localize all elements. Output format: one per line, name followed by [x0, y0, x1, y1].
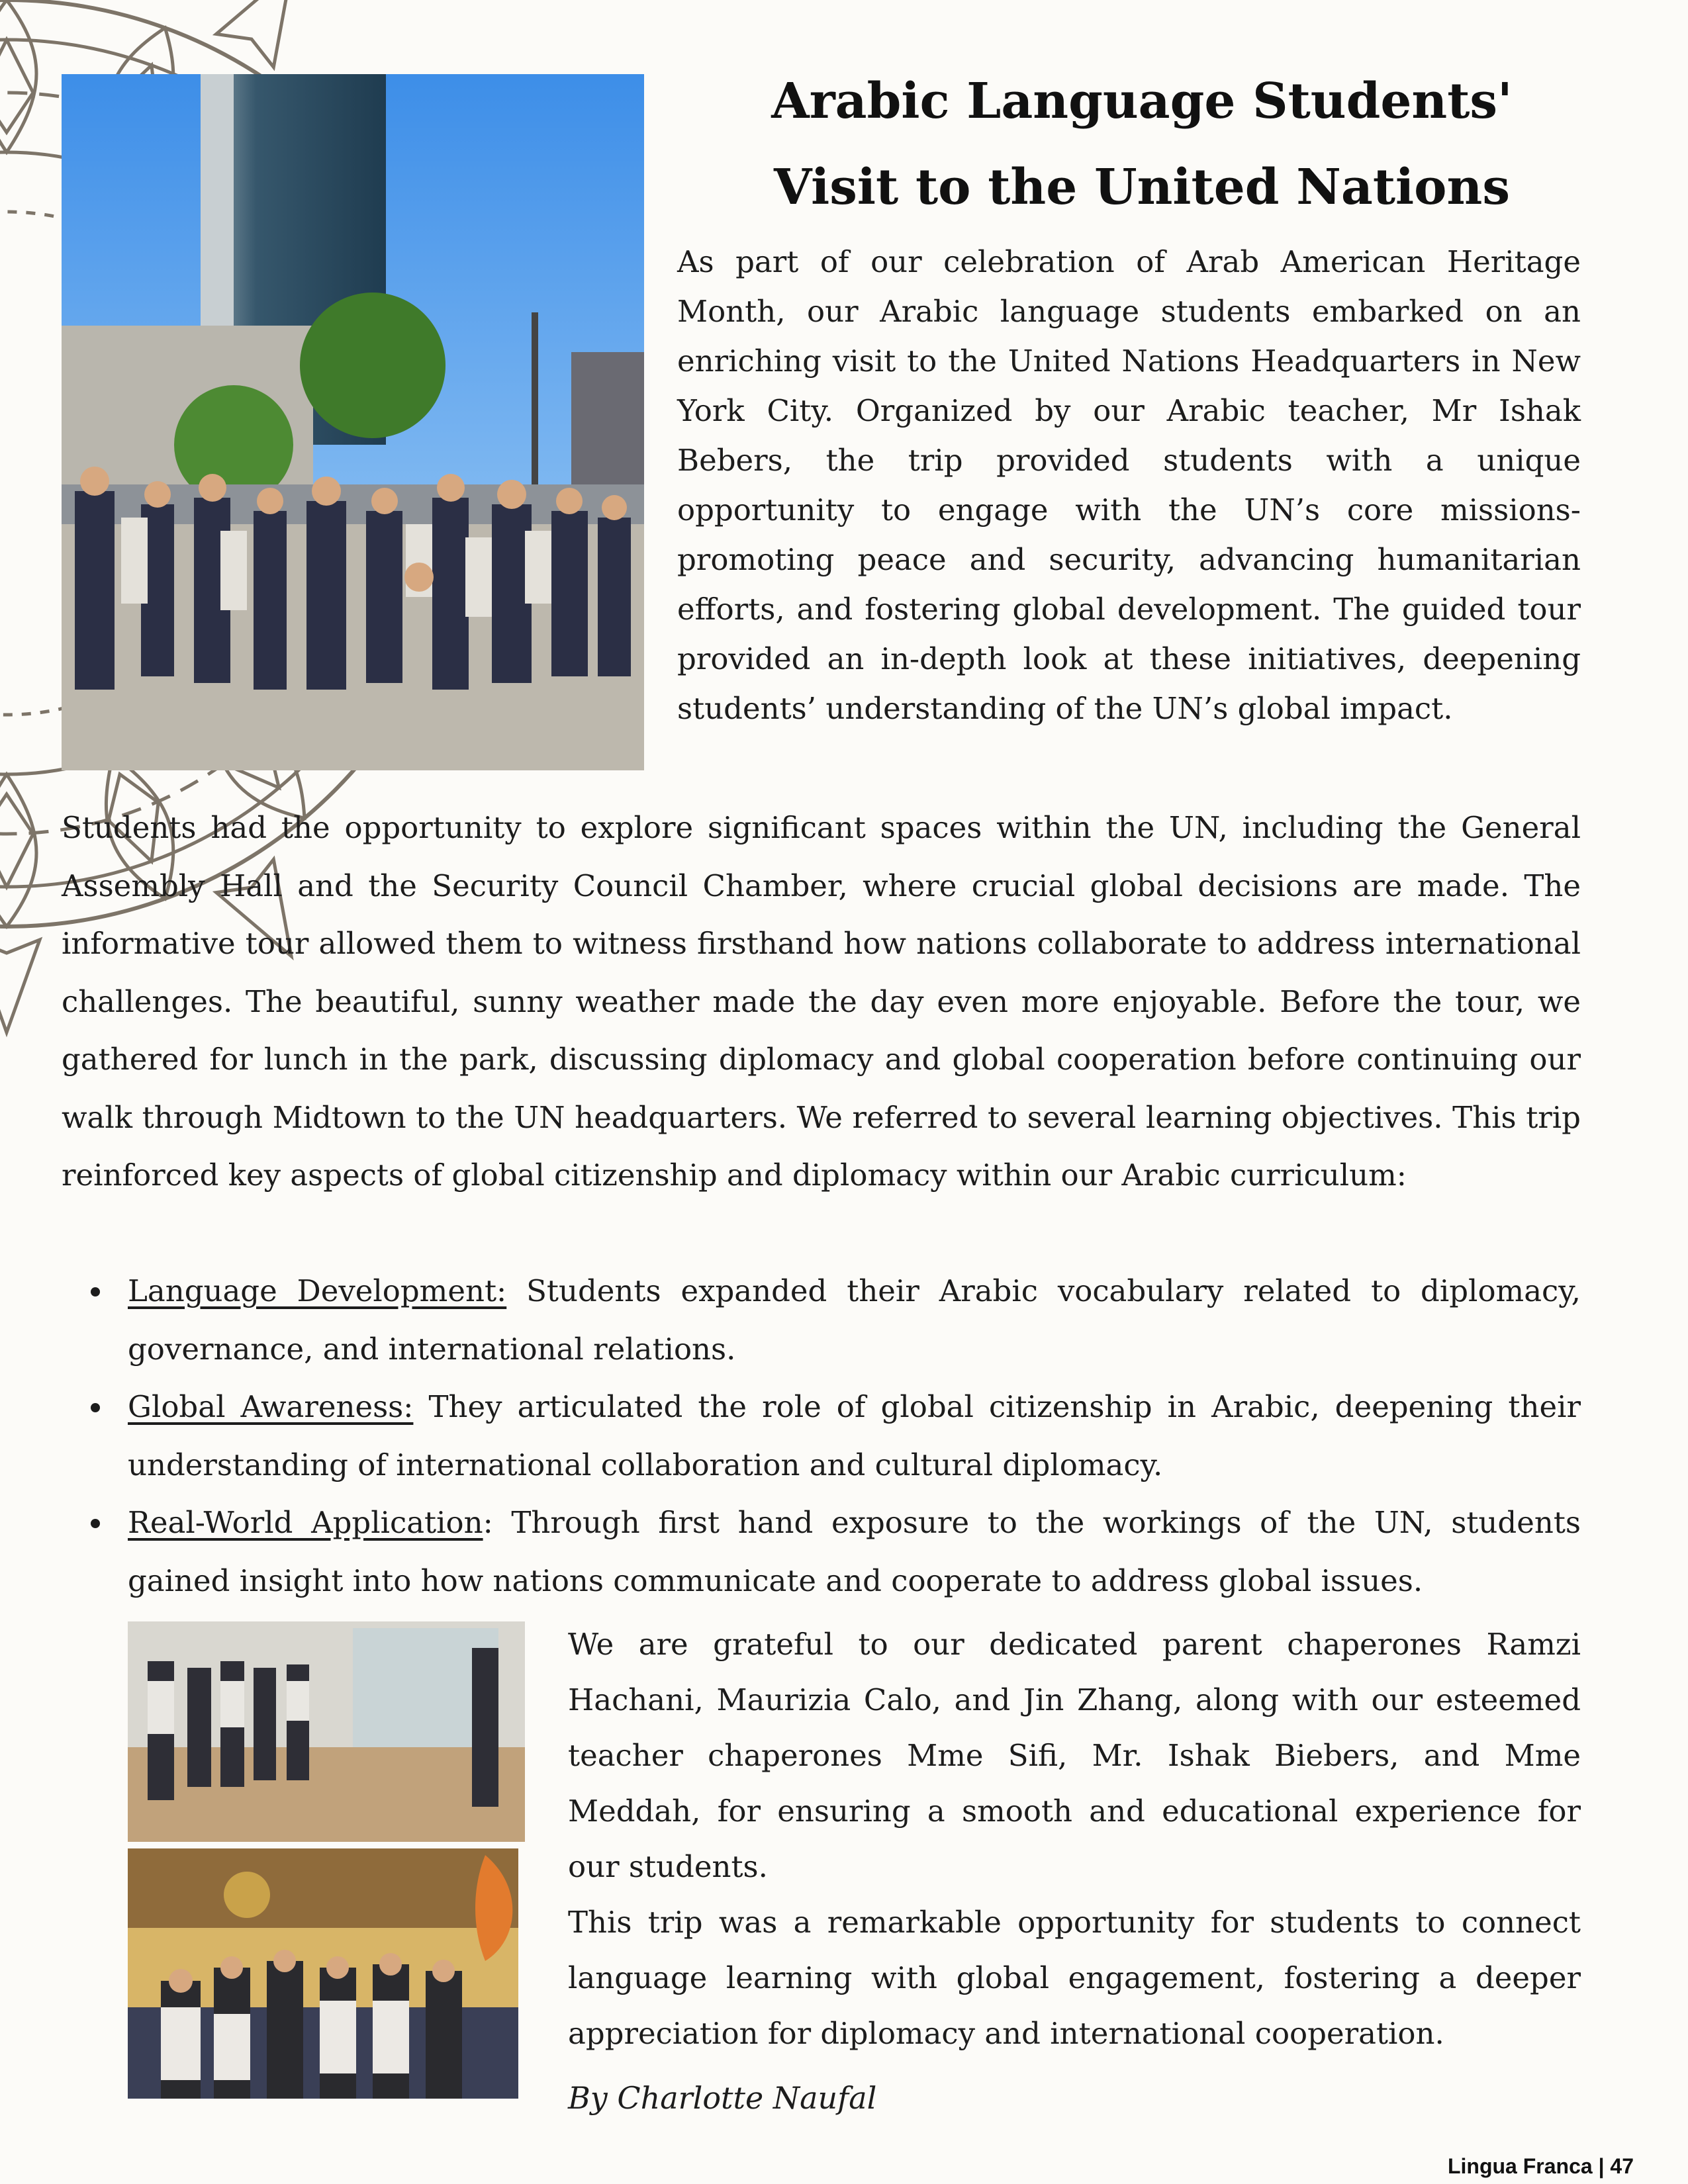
- objective-item: [62, 1378, 1581, 1494]
- un-lobby-photo: [128, 1621, 525, 1842]
- objective-item: [62, 1262, 1581, 1378]
- objective-label: Global Awareness:: [128, 1389, 414, 1424]
- un-group-photo: [62, 74, 644, 770]
- general-assembly-photo: [128, 1848, 518, 2099]
- intro-paragraph: As part of our celebration of Arab American Heritage Month, our Arabic language students embarked on an enriching visit to the United Nations Headquarters in New York City. Organized by our Arabic teacher, Mr Ishak Bebers, the trip provided students with a unique opportunity to engage with the UN’s core missions- promoting peace and security, advancing humanitarian efforts, and fostering global development. The guided tour provided an in-depth look at these initiatives, deepening students’ understanding of the UN’s global impact.: [677, 244, 1581, 726]
- page-footer: Lingua Franca | 47: [1447, 2154, 1634, 2178]
- objective-label: Real-World Application: [128, 1505, 483, 1540]
- objective-text: They articulated the role of global citizenship in Arabic, deepening their understanding of international collaboration and cultural diplomacy.: [128, 1389, 1581, 1482]
- objective-text: : Through first hand exposure to the workings of the UN, students gained insight into how nations communicate and cooperate to address global issues.: [128, 1505, 1581, 1598]
- objective-text: Students expanded their Arabic vocabulary related to diplomacy, governance, and international relations.: [128, 1273, 1581, 1367]
- thanks-paragraph: We are grateful to our dedicated parent chaperones Ramzi Hachani, Maurizia Calo, and Jin Zhang, along with our esteemed teacher chaperones Mme Sifi, Mr. Ishak Biebers, and Mme Meddah, for ensuring a smooth and educational experience for our students.: [568, 1627, 1581, 1884]
- title-line-1: Arabic Language Students': [771, 73, 1513, 130]
- closing-section: [568, 1617, 1581, 2062]
- objectives-list: [62, 1262, 1581, 1610]
- title-line-2: Visit to the United Nations: [774, 159, 1510, 216]
- objective-label: Language Development:: [128, 1273, 507, 1308]
- conclusion-paragraph: This trip was a remarkable opportunity for students to connect language learning with global engagement, fostering a deeper appreciation for diplomacy and international cooperation.: [568, 1905, 1581, 2051]
- objective-item: [62, 1494, 1581, 1610]
- article-title: [688, 58, 1595, 230]
- byline: By Charlotte Naufal: [568, 2080, 877, 2116]
- body-paragraph: Students had the opportunity to explore significant spaces within the UN, including the General Assembly Hall and the Security Council Chamber, where crucial global decisions are made. The informative tour allowed them to witness firsthand how nations collaborate to address international challenges. The beautiful, sunny weather made the day even more enjoyable. Before the tour, we gathered for lunch in the park, discussing diplomacy and global cooperation before continuing our walk through Midtown to the UN headquarters. We referred to several learning objectives. This trip reinforced key aspects of global citizenship and diplomacy within our Arabic curriculum:: [62, 810, 1581, 1193]
